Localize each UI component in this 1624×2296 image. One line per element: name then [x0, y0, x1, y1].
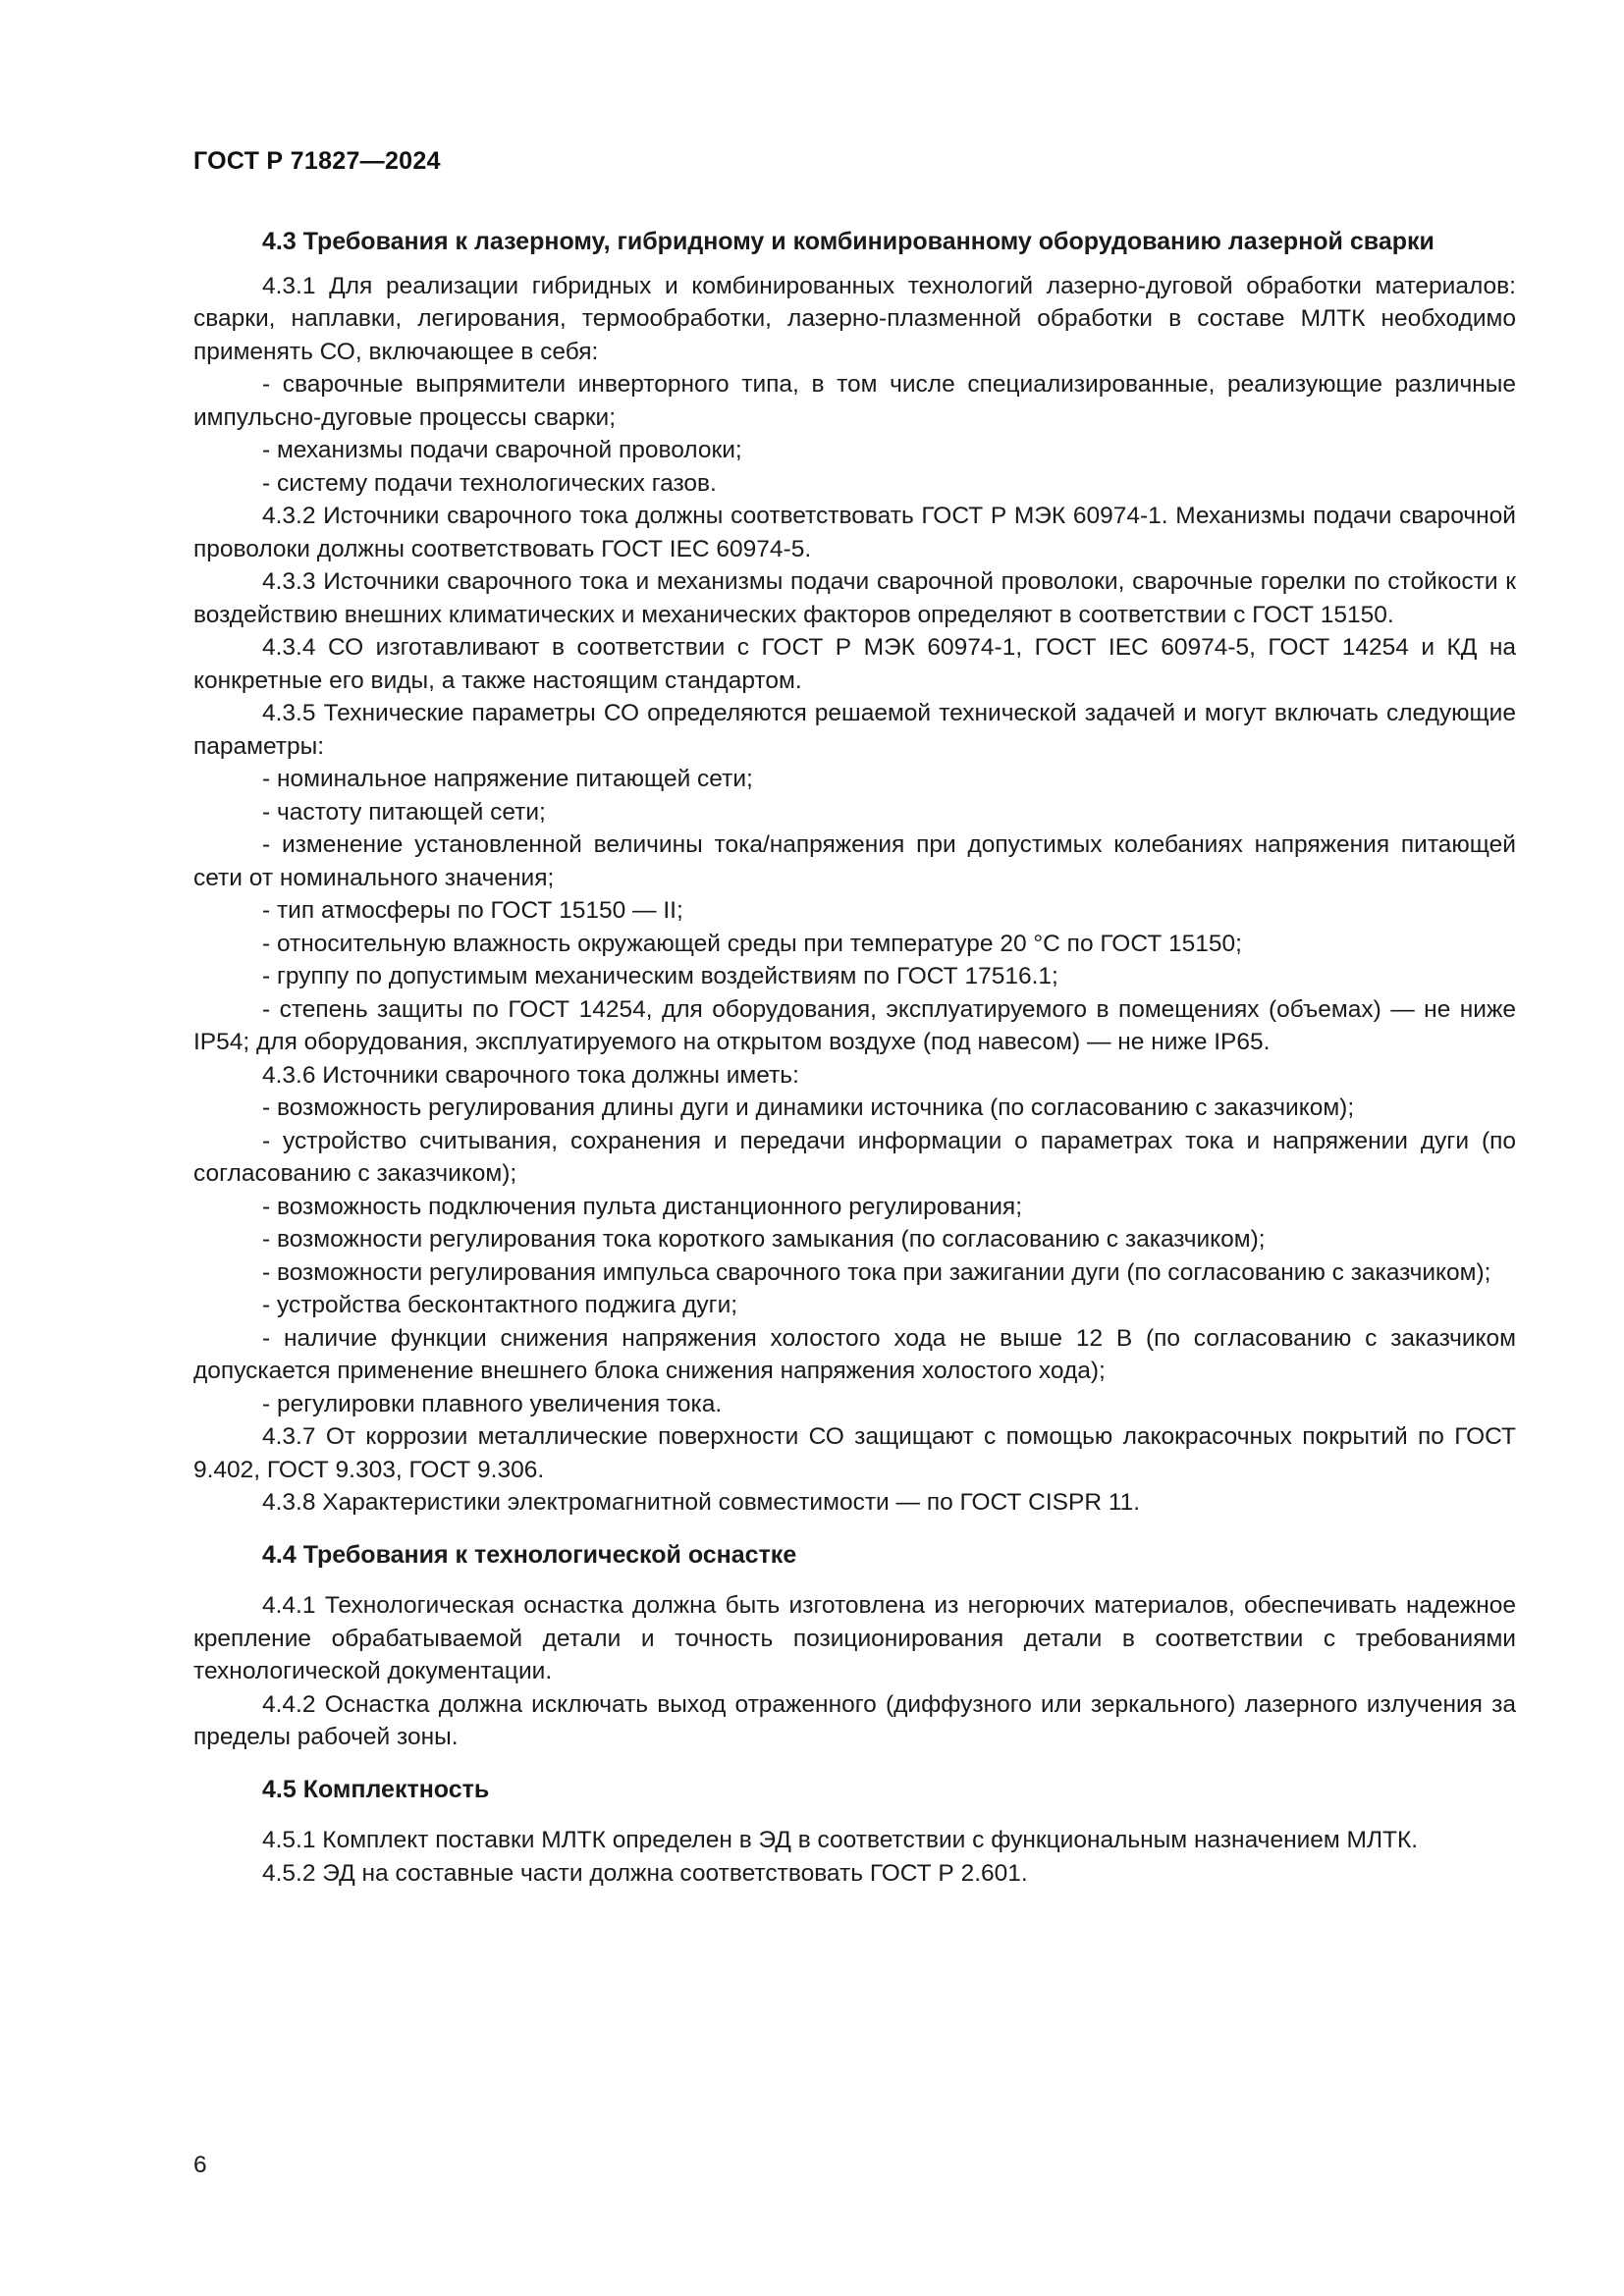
- document-header: ГОСТ Р 71827—2024: [193, 147, 441, 175]
- list-item: - устройства бесконтактного поджига дуги;: [262, 1292, 738, 1318]
- paragraph-4-3-4: 4.3.4 СО изготавливают в соответствии с ГОСТ Р МЭК 60974-1, ГОСТ IEC 60974-5, ГОСТ 14254 и КД на конкретные его виды, а также настоящим стандартом.: [193, 634, 1516, 694]
- paragraph-4-3-5: 4.3.5 Технические параметры СО определяются решаемой технической задачей и могут включать следующие параметры:: [193, 700, 1516, 760]
- list-item: - номинальное напряжение питающей сети;: [262, 766, 753, 792]
- list-item: - возможность регулирования длины дуги и динамики источника (по согласованию с заказчиком);: [262, 1095, 1355, 1121]
- list-item: - механизмы подачи сварочной проволоки;: [262, 437, 742, 463]
- list-item: - регулировки плавного увеличения тока.: [262, 1390, 723, 1417]
- list-item: - группу по допустимым механическим воздействиям по ГОСТ 17516.1;: [262, 963, 1058, 989]
- list-item: - изменение установленной величины тока/напряжения при допустимых колебаниях напряжения питающей сети от номинального значения;: [193, 831, 1516, 891]
- list-item: - наличие функции снижения напряжения холостого хода не выше 12 В (по согласованию с заказчиком допускается применение внешнего блока снижения напряжения холостого хода);: [193, 1324, 1516, 1384]
- list-item: - систему подачи технологических газов.: [262, 469, 717, 497]
- section-heading-4-5: 4.5 Комплектность: [262, 1775, 490, 1803]
- list-item: - сварочные выпрямители инверторного типа, в том числе специализированные, реализующие различные импульсно-дуговые процессы сварки;: [193, 371, 1516, 431]
- paragraph-4-3-8: 4.3.8 Характеристики электромагнитной совместимости — по ГОСТ CISPR 11.: [262, 1489, 1141, 1516]
- paragraph-4-3-3: 4.3.3 Источники сварочного тока и механизмы подачи сварочной проволоки, сварочные горелки по стойкости к воздействию внешних климатических и механических факторов определяют в соответствии с ГОСТ 15150.: [193, 568, 1516, 628]
- section-heading-4-4: 4.4 Требования к технологической оснастке: [262, 1540, 797, 1569]
- paragraph-4-4-2: 4.4.2 Оснастка должна исключать выход отраженного (диффузного или зеркального) лазерного излучения за пределы рабочей зоны.: [193, 1690, 1516, 1750]
- document-body: [193, 226, 1516, 1890]
- paragraph-4-4-1: 4.4.1 Технологическая оснастка должна быть изготовлена из негорючих материалов, обеспечивать надежное крепление обрабатываемой детали и точность позиционирования детали в соответствии с требованиями технологической документации.: [193, 1592, 1516, 1684]
- list-item: - степень защиты по ГОСТ 14254, для оборудования, эксплуатируемого в помещениях (объемах) — не ниже IP54; для оборудования, эксплуатируемого на открытом воздухе (под навесом) — не ниже IP65.: [193, 995, 1516, 1055]
- list-item: - тип атмосферы по ГОСТ 15150 — II;: [262, 897, 683, 924]
- paragraph-4-3-6: 4.3.6 Источники сварочного тока должны иметь:: [262, 1061, 799, 1089]
- paragraph-4-3-2: 4.3.2 Источники сварочного тока должны соответствовать ГОСТ Р МЭК 60974-1. Механизмы подачи сварочной проволоки должны соответствовать ГОСТ IEC 60974-5.: [193, 503, 1516, 562]
- list-item: - возможности регулирования импульса сварочного тока при зажигании дуги (по согласованию с заказчиком);: [262, 1258, 1491, 1286]
- list-item: - относительную влажность окружающей среды при температуре 20 °С по ГОСТ 15150;: [262, 930, 1242, 957]
- page-number: 6: [193, 2152, 207, 2178]
- paragraph-4-5-2: 4.5.2 ЭД на составные части должна соответствовать ГОСТ Р 2.601.: [262, 1859, 1028, 1887]
- list-item: - возможности регулирования тока короткого замыкания (по согласованию с заказчиком);: [262, 1226, 1266, 1253]
- paragraph-4-3-1: 4.3.1 Для реализации гибридных и комбинированных технологий лазерно-дуговой обработки материалов: сварки, наплавки, легирования, термообработки, лазерно-плазменной обработки в составе МЛТК необходимо применять СО, включающее в себя:: [193, 272, 1516, 365]
- paragraph-4-5-1: 4.5.1 Комплект поставки МЛТК определен в ЭД в соответствии с функциональным назначением МЛТК.: [262, 1827, 1419, 1853]
- list-item: - частоту питающей сети;: [262, 798, 546, 826]
- list-item: - возможность подключения пульта дистанционного регулирования;: [262, 1193, 1023, 1220]
- paragraph-4-3-7: 4.3.7 От коррозии металлические поверхности СО защищают с помощью лакокрасочных покрытий по ГОСТ 9.402, ГОСТ 9.303, ГОСТ 9.306.: [193, 1423, 1516, 1483]
- list-item: - устройство считывания, сохранения и передачи информации о параметрах тока и напряжении дуги (по согласованию с заказчиком);: [193, 1127, 1516, 1187]
- section-heading-4-3: 4.3 Требования к лазерному, гибридному и комбинированному оборудованию лазерной сварки: [262, 228, 1435, 255]
